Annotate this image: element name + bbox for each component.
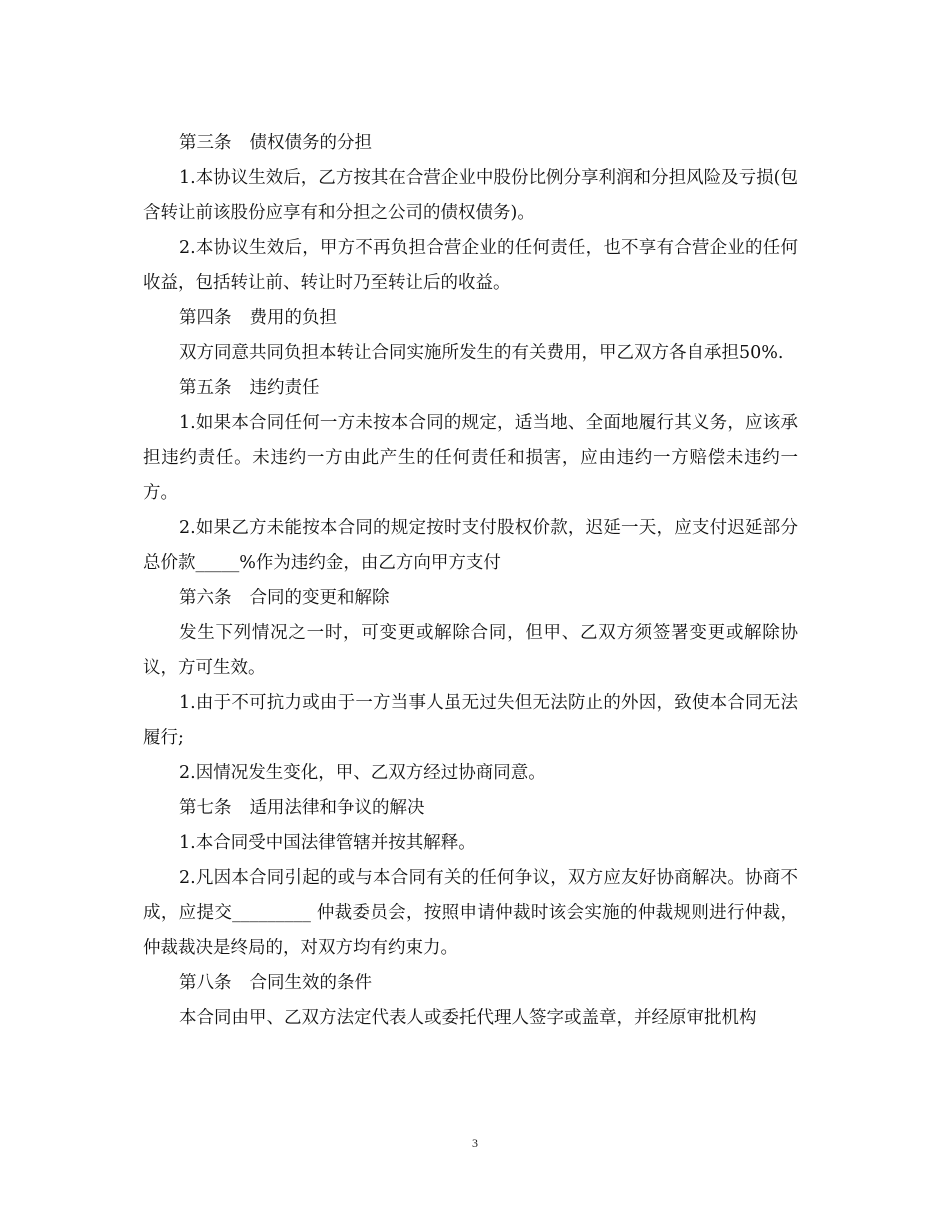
article-heading xyxy=(143,126,798,161)
article-number: 第四条 xyxy=(179,308,232,328)
article-title: 债权债务的分担 xyxy=(249,133,372,153)
paragraph: 2.凡因本合同引起的或与本合同有关的任何争议，双方应友好协商解决。协商不成，应提交_________ 仲裁委员会，按照申请仲裁时该会实施的仲裁规则进行仲裁，仲裁裁决是终局的，对双方均有约束力。 xyxy=(143,868,798,958)
paragraph: 2.本协议生效后，甲方不再负担合营企业的任何责任，也不享有合营企业的任何收益，包括转让前、转让时乃至转让后的收益。 xyxy=(143,238,798,293)
page-number: 3 xyxy=(472,1136,478,1150)
article-title: 违约责任 xyxy=(249,378,320,398)
article-number: 第六条 xyxy=(179,588,232,608)
article-title: 适用法律和争议的解决 xyxy=(249,798,425,818)
article-number: 第七条 xyxy=(179,798,232,818)
paragraph: 2.如果乙方未能按本合同的规定按时支付股权价款，迟延一天，应支付迟延部分总价款_____%作为违约金，由乙方向甲方支付 xyxy=(143,518,798,573)
paragraph: 1.本协议生效后，乙方按其在合营企业中股份比例分享利润和分担风险及亏损(包含转让前该股份应享有和分担之公司的债权债务)。 xyxy=(143,168,798,223)
article-heading xyxy=(143,301,798,336)
article-title: 合同的变更和解除 xyxy=(249,588,390,608)
article-heading xyxy=(143,581,798,616)
paragraph: 2.因情况发生变化，甲、乙双方经过协商同意。 xyxy=(179,763,546,783)
article-number: 第三条 xyxy=(179,133,232,153)
article-heading xyxy=(143,966,798,1001)
article-number: 第五条 xyxy=(179,378,232,398)
paragraph: 1.由于不可抗力或由于一方当事人虽无过失但无法防止的外因，致使本合同无法履行; xyxy=(143,693,798,748)
article-number: 第八条 xyxy=(179,973,232,993)
article-heading xyxy=(143,371,798,406)
paragraph: 发生下列情况之一时，可变更或解除合同，但甲、乙双方须签署变更或解除协议，方可生效。 xyxy=(143,623,798,678)
article-heading xyxy=(143,791,798,826)
paragraph: 1.如果本合同任何一方未按本合同的规定，适当地、全面地履行其义务，应该承担违约责任。未违约一方由此产生的任何责任和损害，应由违约一方赔偿未违约一方。 xyxy=(143,413,798,503)
paragraph: 本合同由甲、乙双方法定代表人或委托代理人签字或盖章，并经原审批机构 xyxy=(179,1008,757,1028)
paragraph: 1.本合同受中国法律管辖并按其解释。 xyxy=(179,833,476,853)
article-title: 合同生效的条件 xyxy=(249,973,372,993)
document-body xyxy=(143,126,798,1036)
paragraph: 双方同意共同负担本转让合同实施所发生的有关费用，甲乙双方各自承担50%. xyxy=(179,343,784,363)
article-title: 费用的负担 xyxy=(249,308,337,328)
